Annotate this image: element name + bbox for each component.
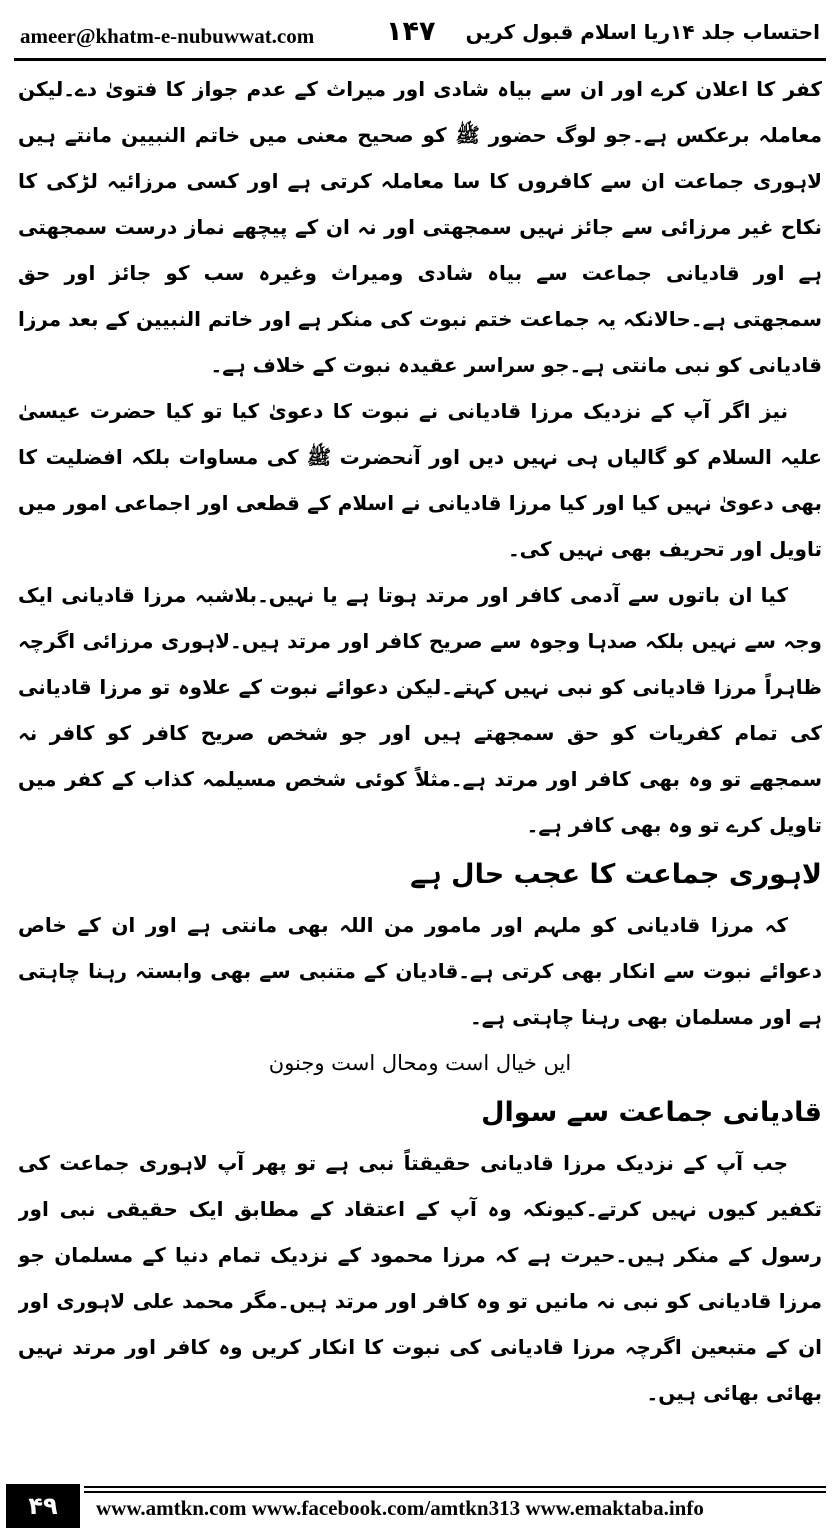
page-body [18, 66, 822, 1452]
paragraph: کفر کا اعلان کرے اور ان سے بیاہ شادی اور میراث کے عدم جواز کا فتویٰ دے۔لیکن معاملہ برعکس ہے۔جو لوگ حضور ﷺ کو صحیح معنی میں خاتم النبیین مانتے ہیں لاہوری جماعت ان سے کافروں کا سا معاملہ کرتی ہے اور کسی مرزائیہ لڑکی کا نکاح غیر مرزائی سے جائز نہیں سمجھتی اور نہ ان کے پیچھے نماز درست سمجھتی ہے اور قادیانی جماعت سے بیاہ شادی ومیراث وغیرہ سب کو جائز اور حق سمجھتی ہے۔حالانکہ یہ جماعت ختم نبوت کی منکر ہے اور خاتم النبیین کے بعد مرزا قادیانی کو نبی مانتی ہے۔جو سراسر عقیدہ نبوت کے خلاف ہے۔ [18, 77, 822, 377]
paragraph: جب آپ کے نزدیک مرزا قادیانی حقیقتاً نبی ہے تو پھر آپ لاہوری جماعت کی تکفیر کیوں نہیں کرتے۔کیونکہ وہ آپ کے اعتقاد کے مطابق ایک حقیقی نبی اور رسول کے منکر ہیں۔حیرت ہے کہ مرزا محمود کے نزدیک تمام دنیا کے مسلمان جو مرزا قادیانی کو نبی نہ مانیں تو وہ کافر اور مرتد ہیں۔مگر محمد علی لاہوری اور ان کے متبعین اگرچہ مرزا قادیانی کی نبوت کا انکار کریں وہ کافر اور مرتد نہیں بھائی بھائی ہیں۔ [18, 1151, 822, 1405]
footer-page-number: ۴۹ [6, 1484, 80, 1528]
page-header [14, 14, 826, 54]
header-page-number: ۱۴۷ [386, 16, 436, 47]
section-heading: لاہوری جماعت کا عجب حال ہے [410, 859, 822, 890]
verse-line: ایں خیال است ومحال است وجنون [268, 1051, 572, 1075]
paragraph: کہ مرزا قادیانی کو ملہم اور مامور من اللہ بھی مانتی ہے اور ان کے خاص دعوائے نبوت سے انکار بھی کرتی ہے۔قادیان کے متنبی سے بھی وابستہ رہنا چاہتی ہے اور مسلمان بھی رہنا چاہتی ہے۔ [18, 913, 822, 1029]
header-title: احتساب جلد ۱۴ریا اسلام قبول کریں [465, 20, 820, 44]
section-heading: قادیانی جماعت سے سوال [481, 1097, 822, 1128]
paragraph: نیز اگر آپ کے نزدیک مرزا قادیانی نے نبوت کا دعویٰ کیا تو کیا حضرت عیسیٰ علیہ السلام کو گالیاں ہی نہیں دیں اور آنحضرت ﷺ کی مساوات بلکہ افضلیت کا بھی دعویٰ نہیں کیا اور کیا مرزا قادیانی نے اسلام کے قطعی اور اجماعی امور میں تاویل اور تحریف بھی نہیں کی۔ [18, 399, 822, 561]
header-email[interactable]: ameer@khatm-e-nubuwwat.com [20, 24, 315, 48]
paragraph: کیا ان باتوں سے آدمی کافر اور مرتد ہوتا ہے یا نہیں۔بلاشبہ مرزا قادیانی ایک وجہ سے نہیں بلکہ صدہا وجوہ سے صریح کافر اور مرتد ہیں۔لاہوری مرزائی اگرچہ ظاہراً مرزا قادیانی کو نبی نہیں کہتے۔لیکن دعوائے نبوت کے علاوہ تو مرزا قادیانی کی تمام کفریات کو حق سمجھتے ہیں اور جو شخص صریح کافر کو کافر نہ سمجھے تو وہ بھی کافر اور مرتد ہے۔مثلاً کوئی شخص مسیلمہ کذاب کے کفر میں تاویل کرے تو وہ بھی کافر ہے۔ [18, 583, 822, 837]
footer-urls[interactable]: www.amtkn.com www.facebook.com/amtkn313 www.emaktaba.info [96, 1496, 704, 1520]
footer-divider [84, 1491, 826, 1493]
footer-divider [84, 1486, 826, 1488]
header-divider [14, 58, 826, 61]
page-footer [0, 1470, 840, 1540]
